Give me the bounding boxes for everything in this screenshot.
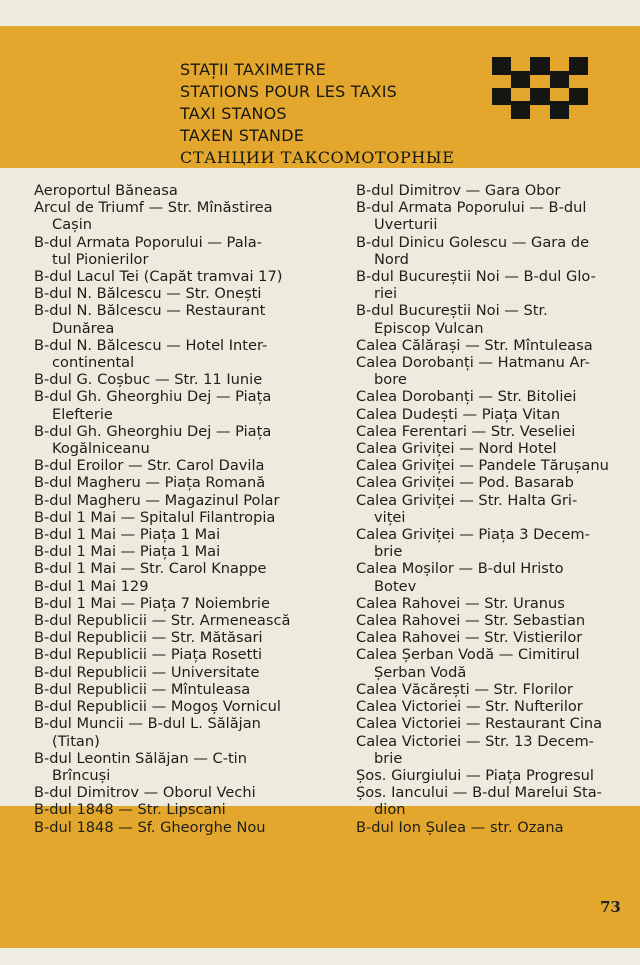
- left-station-list: [34, 182, 304, 836]
- station-entry: [356, 784, 626, 818]
- station-entry: [34, 337, 304, 371]
- station-line: B-dul 1 Mai — Piața 1 Mai: [34, 526, 221, 544]
- station-line: B-dul Gh. Gheorghiu Dej — Piața: [34, 422, 272, 440]
- station-line: Calea Rahovei — Str. Uranus: [356, 594, 565, 612]
- station-entry: [356, 629, 626, 646]
- station-line: B-dul G. Coșbuc — Str. 11 Iunie: [34, 371, 263, 389]
- station-line-continued: Nord: [374, 250, 409, 268]
- station-line-continued: (Titan): [52, 732, 100, 750]
- station-line: B-dul N. Bălcescu — Hotel Inter-: [34, 336, 268, 354]
- station-line-continued: Uverturii: [374, 216, 438, 234]
- station-entry: [356, 767, 626, 784]
- station-line: B-dul Republicii — Universitate: [34, 663, 260, 681]
- station-entry: [356, 423, 626, 440]
- station-line: B-dul 1 Mai — Str. Carol Knappe: [34, 560, 267, 578]
- header-line-de: TAXEN STANDE: [180, 126, 305, 145]
- station-line: Calea Rahovei — Str. Sebastian: [356, 612, 586, 630]
- station-line: B-dul Ion Șulea — str. Ozana: [356, 818, 564, 836]
- station-line-continued: riei: [374, 285, 398, 303]
- station-line: Calea Griviței — Nord Hotel: [356, 440, 557, 458]
- station-entry: [356, 492, 626, 526]
- station-entry: [34, 526, 304, 543]
- station-line: B-dul 1 Mai 129: [34, 577, 149, 595]
- station-line: B-dul Bucureștii Noi — B-dul Glo-: [356, 268, 596, 286]
- station-entry: [34, 371, 304, 388]
- station-entry: [34, 423, 304, 457]
- station-entry: [34, 784, 304, 801]
- station-line: Calea Griviței — Piața 3 Decem-: [356, 526, 590, 544]
- station-entry: [356, 182, 626, 199]
- station-entry: [356, 234, 626, 268]
- station-entry: [34, 457, 304, 474]
- station-entry: [34, 560, 304, 577]
- station-entry: [356, 526, 626, 560]
- station-entry: [356, 457, 626, 474]
- station-line: B-dul Leontin Sălăjan — C-tin: [34, 749, 247, 767]
- station-entry: [34, 664, 304, 681]
- station-line: Calea Văcărești — Str. Florilor: [356, 680, 573, 698]
- header-titles: [180, 59, 455, 169]
- station-line: Calea Griviței — Str. Halta Gri-: [356, 491, 578, 509]
- station-line: Calea Victoriei — Restaurant Cina: [356, 715, 603, 733]
- station-entry: [34, 681, 304, 698]
- station-entry: [34, 646, 304, 663]
- station-line: Calea Victoriei — Str. 13 Decem-: [356, 732, 594, 750]
- station-entry: [356, 646, 626, 680]
- station-line: B-dul 1 Mai — Spitalul Filantropia: [34, 508, 276, 526]
- station-line: B-dul Republicii — Mogoș Vornicul: [34, 698, 281, 716]
- station-line-continued: Dunărea: [52, 319, 115, 337]
- station-line: B-dul Armata Poporului — B-dul: [356, 199, 587, 217]
- header-line-ro: STAȚII TAXIMETRE: [180, 60, 326, 79]
- station-line: B-dul Dimitrov — Gara Obor: [356, 182, 561, 199]
- station-entry: [356, 354, 626, 388]
- station-entry: [356, 302, 626, 336]
- station-entry: [356, 388, 626, 405]
- station-line-continued: Botev: [374, 577, 417, 595]
- station-line: B-dul 1 Mai — Piața 1 Mai: [34, 543, 221, 561]
- page-bottom-margin: [0, 948, 640, 965]
- station-entry: [356, 819, 626, 836]
- station-entry: [34, 819, 304, 836]
- station-entry: [356, 733, 626, 767]
- station-entry: [356, 268, 626, 302]
- station-line: B-dul Armata Poporului — Pala-: [34, 233, 262, 251]
- station-line: B-dul Lacul Tei (Capăt tramvai 17): [34, 268, 283, 286]
- station-line: B-dul 1 Mai — Piața 7 Noiembrie: [34, 594, 270, 612]
- station-line: Șos. Giurgiului — Piața Progresul: [356, 766, 594, 784]
- station-entry: [356, 715, 626, 732]
- station-entry: [34, 285, 304, 302]
- station-entry: [356, 560, 626, 594]
- station-line: B-dul N. Bălcescu — Restaurant: [34, 302, 266, 320]
- station-entry: [34, 388, 304, 422]
- station-entry: [34, 698, 304, 715]
- station-line-continued: Brîncuși: [52, 766, 111, 784]
- station-entry: [34, 199, 304, 233]
- right-station-list: [356, 182, 626, 836]
- station-line: B-dul N. Bălcescu — Str. Onești: [34, 285, 262, 303]
- station-line: B-dul Bucureștii Noi — Str.: [356, 302, 548, 320]
- station-entry: [356, 474, 626, 491]
- station-line-continued: brie: [374, 543, 403, 561]
- station-line: Calea Dorobanți — Hatmanu Ar-: [356, 354, 590, 372]
- station-line: Calea Griviței — Pod. Basarab: [356, 474, 574, 492]
- station-entry: [34, 629, 304, 646]
- station-line-continued: tul Pionierilor: [52, 250, 149, 268]
- header-line-ru: СТАНЦИИ ТАКСОМОТОРНЫЕ: [180, 148, 455, 167]
- station-entry: [34, 595, 304, 612]
- station-line: Calea Ferentari — Str. Veseliei: [356, 422, 576, 440]
- station-entry: [34, 474, 304, 491]
- station-line-continued: viței: [374, 508, 406, 526]
- station-line: Calea Griviței — Pandele Tărușanu: [356, 457, 609, 475]
- station-line-continued: brie: [374, 749, 403, 767]
- station-line: Calea Rahovei — Str. Vistierilor: [356, 629, 583, 647]
- station-line: B-dul Gh. Gheorghiu Dej — Piața: [34, 388, 272, 406]
- station-entry: [34, 182, 304, 199]
- page-number: 73: [600, 898, 621, 916]
- station-line: B-dul Republicii — Piața Rosetti: [34, 646, 263, 664]
- station-line-continued: Elefterie: [52, 405, 113, 423]
- station-line: Șos. Iancului — B-dul Marelui Sta-: [356, 784, 602, 802]
- station-entry: [34, 268, 304, 285]
- station-line-continued: Episcop Vulcan: [374, 319, 484, 337]
- station-entry: [34, 509, 304, 526]
- station-entry: [356, 440, 626, 457]
- station-entry: [356, 612, 626, 629]
- taxi-checker-icon: [492, 57, 588, 119]
- station-line: B-dul Republicii — Str. Armenească: [34, 612, 291, 630]
- station-line: B-dul Magheru — Piața Romană: [34, 474, 266, 492]
- station-entry: [34, 492, 304, 509]
- station-line: B-dul 1848 — Str. Lipscani: [34, 801, 226, 819]
- station-entry: [34, 612, 304, 629]
- station-line: B-dul Eroilor — Str. Carol Davila: [34, 457, 265, 475]
- station-entry: [356, 595, 626, 612]
- station-entry: [34, 750, 304, 784]
- station-line-continued: Cașin: [52, 216, 93, 234]
- station-line: Calea Călărași — Str. Mîntuleasa: [356, 336, 593, 354]
- station-entry: [356, 681, 626, 698]
- station-line: Calea Dorobanți — Str. Bitoliei: [356, 388, 577, 406]
- station-line: Arcul de Triumf — Str. Mînăstirea: [34, 199, 273, 217]
- station-entry: [34, 578, 304, 595]
- station-entry: [356, 406, 626, 423]
- station-line: B-dul Republicii — Str. Mătăsari: [34, 629, 263, 647]
- station-entry: [34, 234, 304, 268]
- station-line: B-dul Dinicu Golescu — Gara de: [356, 233, 590, 251]
- station-line: B-dul 1848 — Sf. Gheorghe Nou: [34, 818, 266, 836]
- station-entry: [34, 715, 304, 749]
- station-line: Calea Moșilor — B-dul Hristo: [356, 560, 564, 578]
- station-line-continued: Kogălniceanu: [52, 440, 150, 458]
- station-line: B-dul Muncii — B-dul L. Sălăjan: [34, 715, 261, 733]
- station-line-continued: Șerban Vodă: [374, 663, 467, 681]
- station-line: Aeroportul Băneasa: [34, 182, 178, 199]
- station-line-continued: bore: [374, 371, 407, 389]
- station-line-continued: continental: [52, 354, 135, 372]
- station-entry: [356, 698, 626, 715]
- station-line: Calea Victoriei — Str. Nufterilor: [356, 698, 583, 716]
- station-line: B-dul Republicii — Mîntuleasa: [34, 680, 251, 698]
- station-line: Calea Șerban Vodă — Cimitirul: [356, 646, 580, 664]
- station-entry: [34, 543, 304, 560]
- header-line-fr: STATIONS POUR LES TAXIS: [180, 82, 398, 101]
- header-line-hu: TAXI STANOS: [180, 104, 287, 123]
- station-entry: [356, 199, 626, 233]
- station-entry: [356, 337, 626, 354]
- station-entry: [34, 801, 304, 818]
- station-line-continued: dion: [374, 801, 406, 819]
- station-line: Calea Dudești — Piața Vitan: [356, 405, 561, 423]
- station-entry: [34, 302, 304, 336]
- station-line: B-dul Dimitrov — Oborul Vechi: [34, 784, 256, 802]
- station-line: B-dul Magheru — Magazinul Polar: [34, 491, 280, 509]
